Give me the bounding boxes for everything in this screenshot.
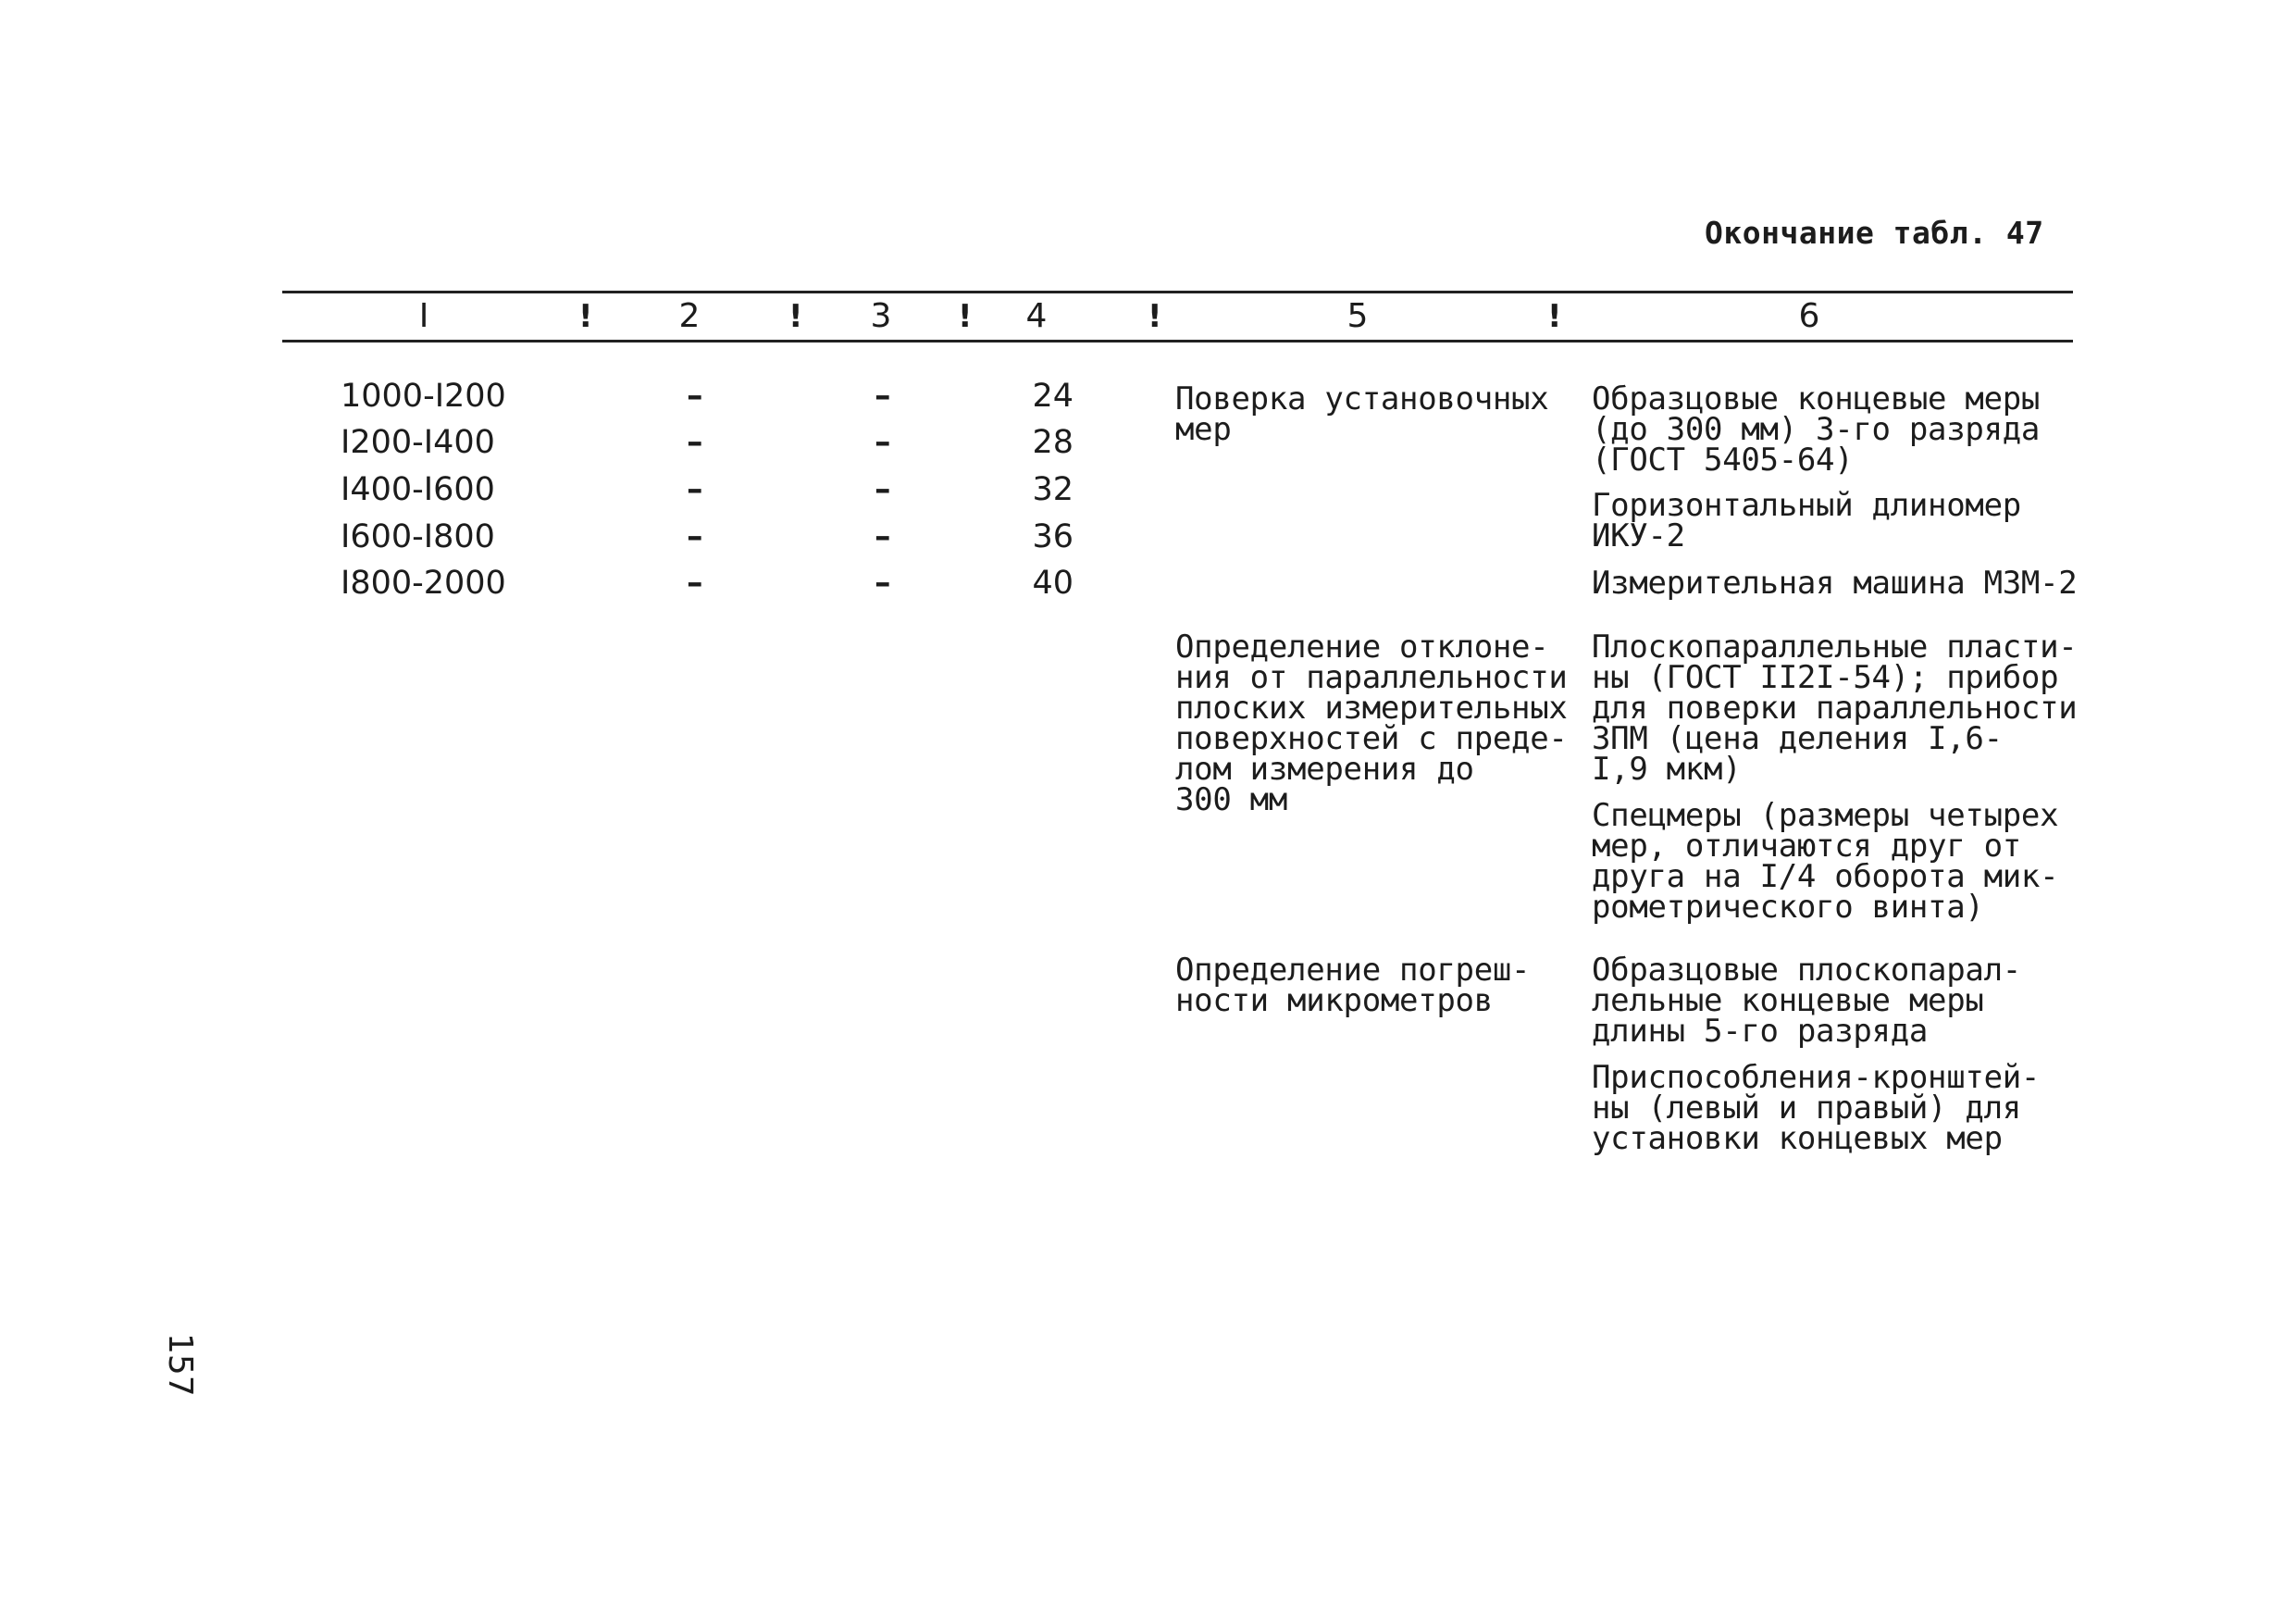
row-col2-value: – (687, 424, 703, 461)
instrument-text: Образцовые концевые меры (до 300 мм) 3-го разряда (ГОСТ 5405-64) (1592, 380, 2041, 479)
column-header-4: 4 (1025, 297, 1048, 335)
instrument-text: Спецмеры (размеры четырех мер, отличаются друг от друга на I/4 оборота мик- рометрического винта) (1592, 797, 2059, 926)
row-col4-value: 36 (1032, 518, 1074, 555)
row-range: I600-I800 (341, 518, 495, 555)
row-col4-value: 24 (1032, 378, 1074, 415)
column-separator: ! (1148, 298, 1162, 335)
row-range: I800-2000 (341, 565, 506, 602)
row-col3-value: – (875, 378, 891, 415)
column-header-2: 2 (678, 297, 701, 335)
row-col2-value: – (687, 378, 703, 415)
row-range: I400-I600 (341, 471, 495, 508)
column-separator: ! (958, 298, 973, 335)
row-col2-value: – (687, 471, 703, 508)
row-col2-value: – (687, 565, 703, 602)
table-header-rule (282, 340, 2073, 342)
row-col4-value: 40 (1032, 565, 1074, 602)
table-caption: Окончание табл. 47 (1705, 215, 2044, 251)
row-range: 1000-I200 (341, 378, 506, 415)
column-header-5: 5 (1347, 297, 1369, 335)
row-col4-value: 32 (1032, 471, 1074, 508)
row-col4-value: 28 (1032, 424, 1074, 461)
instrument-text: Приспособления-кронштей- ны (левый и правый) для установки концевых мер (1592, 1059, 2041, 1157)
row-col3-value: – (875, 518, 891, 555)
instrument-text: Плоскопараллельные пласти- ны (ГОСТ II2I-54); прибор для поверки параллельности ЗПМ (цена деления I,6- I,9 мкм) (1592, 629, 2078, 788)
column-header-6: 6 (1798, 297, 1820, 335)
column-separator: ! (578, 298, 593, 335)
row-col2-value: – (687, 518, 703, 555)
instrument-text: Горизонтальный длиномер ИКУ-2 (1592, 487, 2021, 554)
operation-text: Определение погреш- ности микрометров (1175, 952, 1531, 1019)
column-header-3: 3 (870, 297, 892, 335)
row-col3-value: – (875, 471, 891, 508)
instrument-text: Образцовые плоскопарал- лельные концевые меры длины 5-го разряда (1592, 952, 2021, 1050)
page-number: 157 (161, 1333, 199, 1397)
operation-text: Определение отклоне- ния от параллельности плоских измерительных поверхностей с преде- лом измерения до 300 мм (1175, 629, 1568, 818)
column-header-1: I (418, 297, 429, 335)
operation-text: Поверка установочных мер (1175, 380, 1549, 448)
row-col3-value: – (875, 424, 891, 461)
instrument-text: Измерительная машина МЗМ-2 (1592, 565, 2078, 602)
row-col3-value: – (875, 565, 891, 602)
column-separator: ! (1547, 298, 1562, 335)
column-separator: ! (788, 298, 803, 335)
table-top-rule (282, 291, 2073, 293)
row-range: I200-I400 (341, 424, 495, 461)
